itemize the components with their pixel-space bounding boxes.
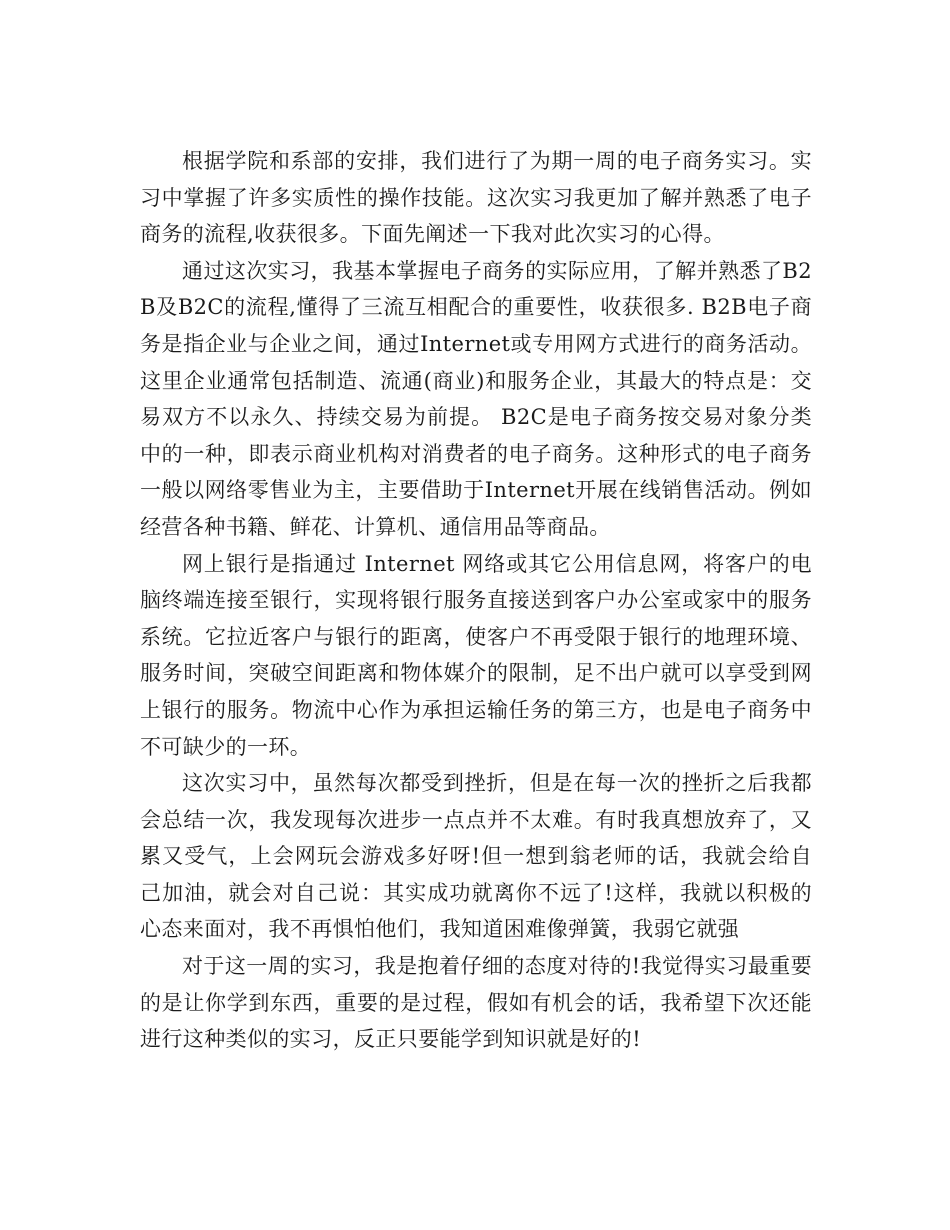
paragraph-online-banking: 网上银行是指通过 Internet 网络或其它公用信息网，将客户的电脑终端连接至银行，实现将银行服务直接送到客户办公室或家中的服务系统。它拉近客户与银行的距离，使客户不再受限于银行的地理环境、服务时间，突破空间距离和物体媒介的限制，足不出户就可以享受到网上银行的服务。物流中心作为承担运输任务的第三方，也是电子商务中不可缺少的一环。 <box>140 551 812 759</box>
paragraph-intro: 根据学院和系部的安排，我们进行了为期一周的电子商务实习。实习中掌握了许多实质性的操作技能。这次实习我更加了解并熟悉了电子商务的流程,收获很多。下面先阐述一下我对此次实习的心得。 <box>140 149 812 247</box>
paragraph-ecommerce: 通过这次实习，我基本掌握电子商务的实际应用，了解并熟悉了B2B及B2C的流程,懂得了三流互相配合的重要性，收获很多. B2B电子商务是指企业与企业之间，通过Internet或专用网方式进行的商务活动。这里企业通常包括制造、流通(商业)和服务企业，其最大的特点是：交易双方不以永久、持续交易为前提。 B2C是电子商务按交易对象分类中的一种，即表示商业机构对消费者的电子商务。这种形式的电子商务一般以网络零售业为主，主要借助于Internet开展在线销售活动。例如经营各种书籍、鲜花、计算机、通信用品等商品。 <box>140 258 812 539</box>
paragraph-conclusion: 对于这一周的实习，我是抱着仔细的态度对待的!我觉得实习最重要的是让你学到东西，重要的是过程，假如有机会的话，我希望下次还能进行这种类似的实习，反正只要能学到知识就是好的! <box>140 954 812 1052</box>
document-body <box>140 143 812 1058</box>
paragraph-setbacks: 这次实习中，虽然每次都受到挫折，但是在每一次的挫折之后我都会总结一次，我发现每次进步一点点并不太难。有时我真想放弃了，又累又受气，上会网玩会游戏多好呀!但一想到翁老师的话，我就会给自己加油，就会对自己说：其实成功就离你不远了!这样，我就以积极的心态来面对，我不再惧怕他们，我知道困难像弹簧，我弱它就强 <box>140 771 812 942</box>
